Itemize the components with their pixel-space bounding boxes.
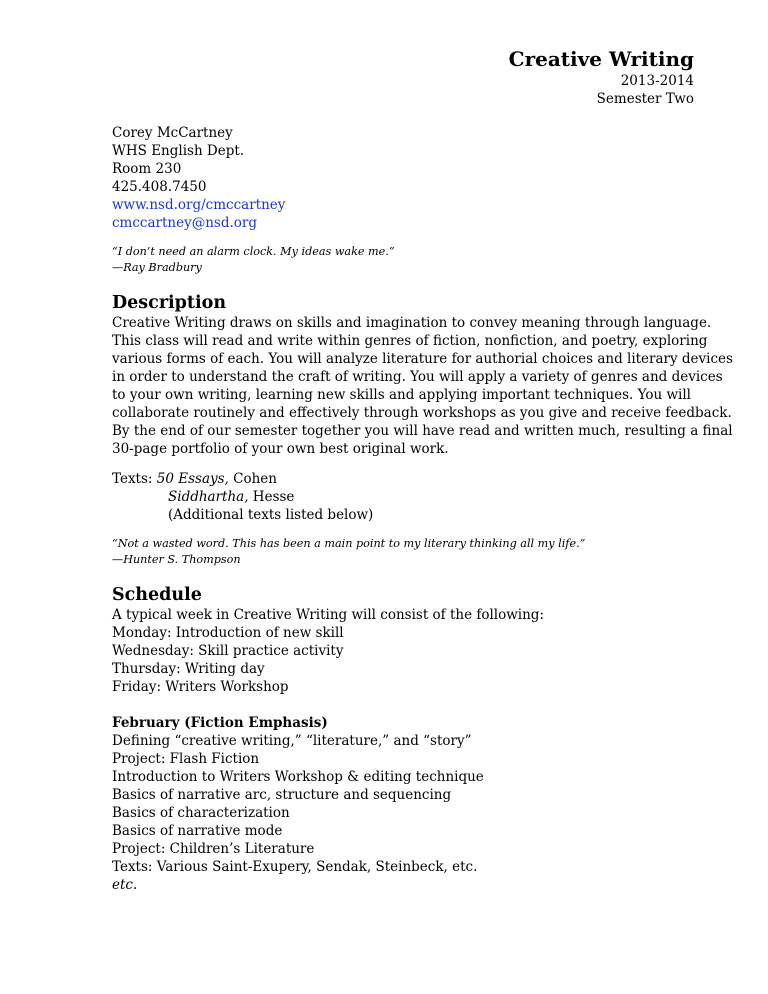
description-line: in order to understand the craft of writing. You will apply a variety of genres and devices (112, 369, 723, 385)
description-line: This class will read and write within genres of fiction, nonfiction, and poetry, exploring (112, 333, 708, 349)
schedule-line: Thursday: Writing day (112, 661, 265, 677)
texts-list (112, 470, 702, 524)
schedule-heading: Schedule (112, 585, 202, 605)
document-body (112, 124, 733, 894)
semester-label: Semester Two (596, 91, 694, 107)
schedule-line: A typical week in Creative Writing will consist of the following: (112, 607, 544, 623)
texts-note: (Additional texts listed below) (168, 507, 374, 523)
teacher-name: Corey McCartney (112, 125, 233, 141)
february-line: Basics of narrative arc, structure and sequencing (112, 787, 452, 803)
book-author: Hesse (248, 489, 295, 505)
schedule-line: Friday: Writers Workshop (112, 679, 289, 695)
february-line: Texts: Various Saint-Exupery, Sendak, Steinbeck, etc. (112, 859, 478, 875)
description-line: collaborate routinely and effectively through workshops as you give and receive feedback. (112, 405, 732, 421)
email-link[interactable]: cmccartney@nsd.org (112, 215, 257, 231)
february-line: Defining “creative writing,” “literature,” and “story” (112, 733, 472, 749)
description-line: Creative Writing draws on skills and imagination to convey meaning through language. (112, 315, 712, 331)
february-line: Basics of narrative mode (112, 823, 283, 839)
quote-author: —Hunter S. Thompson (112, 553, 241, 566)
schedule-line: Monday: Introduction of new skill (112, 625, 344, 641)
february-line: Introduction to Writers Workshop & editing technique (112, 769, 484, 785)
quote-author: —Ray Bradbury (112, 261, 202, 274)
quote-thompson (112, 536, 702, 568)
texts-item (112, 470, 702, 488)
course-title: Creative Writing (508, 47, 694, 71)
february-list (112, 732, 702, 894)
description-line: various forms of each. You will analyze literature for authorial choices and literary devices (112, 351, 733, 367)
description-line: By the end of our semester together you will have read and written much, resulting a final (112, 423, 733, 439)
february-line: Project: Children’s Literature (112, 841, 315, 857)
phone-number: 425.408.7450 (112, 179, 207, 195)
texts-label: Texts: (112, 471, 157, 487)
description-heading: Description (112, 293, 227, 313)
description-line: 30-page portfolio of your own best original work. (112, 441, 449, 457)
document-header (509, 46, 694, 108)
texts-item (112, 488, 702, 506)
quote-bradbury (112, 244, 702, 276)
book-title: 50 Essays, (156, 471, 229, 487)
school-year: 2013-2014 (620, 73, 694, 89)
description-paragraph (112, 314, 733, 458)
quote-text: “I don’t need an alarm clock. My ideas wake me.” (112, 245, 395, 258)
website-link[interactable]: www.nsd.org/cmccartney (112, 197, 286, 213)
february-heading: February (Fiction Emphasis) (112, 715, 328, 731)
february-line: Project: Flash Fiction (112, 751, 260, 767)
schedule-list (112, 606, 702, 696)
contact-block (112, 124, 702, 232)
department: WHS English Dept. (112, 143, 245, 159)
quote-text: “Not a wasted word. This has been a main point to my literary thinking all my life.” (112, 537, 586, 550)
room-number: Room 230 (112, 161, 182, 177)
description-line: to your own writing, learning new skills and applying important techniques. You will (112, 387, 691, 403)
february-line: Basics of characterization (112, 805, 290, 821)
february-etc: etc. (112, 877, 138, 893)
book-author: Cohen (228, 471, 277, 487)
book-title: Siddhartha, (168, 489, 249, 505)
schedule-line: Wednesday: Skill practice activity (112, 643, 344, 659)
